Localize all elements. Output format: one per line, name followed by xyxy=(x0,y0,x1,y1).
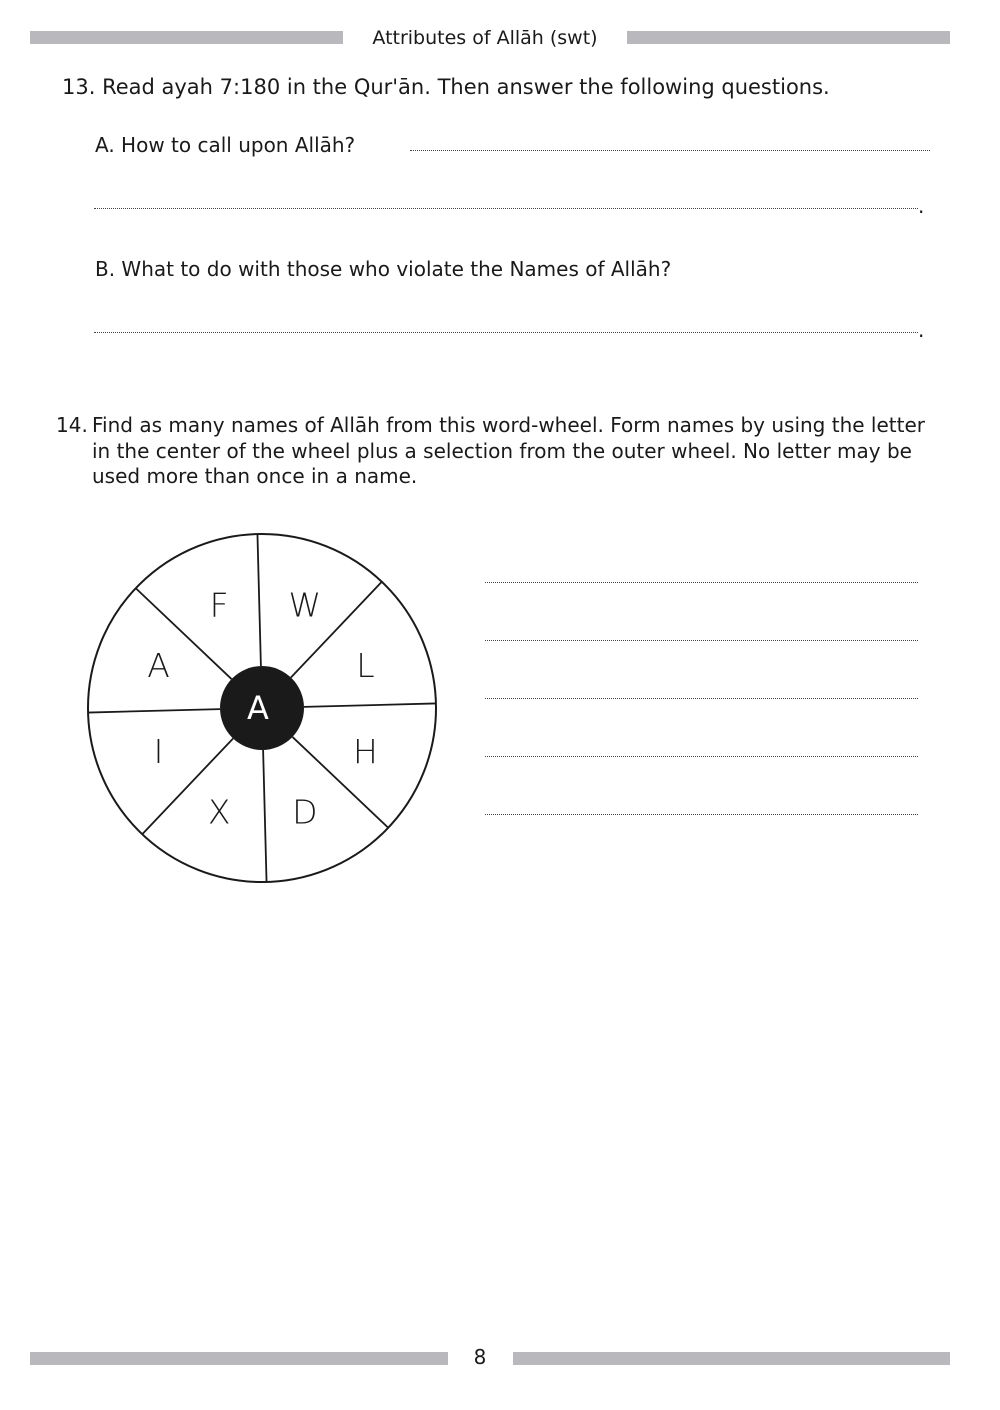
wheel-outer-letter: F xyxy=(209,585,229,625)
word-wheel-answer-line[interactable] xyxy=(485,582,918,583)
word-wheel-answer-line[interactable] xyxy=(485,698,918,699)
wheel-outer-letter: W xyxy=(288,585,322,625)
answer-line-13b-end-mark: . xyxy=(918,318,925,342)
word-wheel xyxy=(80,527,446,889)
question-13b-label: B. What to do with those who violate the Names of Allāh? xyxy=(95,257,672,281)
question-14 xyxy=(56,413,936,490)
question-14-prompt: Find as many names of Allāh from this word-wheel. Form names by using the letter in the center of the wheel plus a selection from the outer wheel. No letter may be used more than once in a name. xyxy=(92,413,925,488)
word-wheel-answer-line[interactable] xyxy=(485,814,918,815)
answer-line-13b-1[interactable] xyxy=(94,332,918,333)
wheel-outer-letter: A xyxy=(147,646,170,686)
header-bar-left xyxy=(30,31,343,44)
answer-line-13a-end-mark: . xyxy=(918,194,925,218)
question-14-number: 14. xyxy=(56,413,88,437)
question-13a-label: A. How to call upon Allāh? xyxy=(95,133,356,157)
page-number: 8 xyxy=(473,1345,487,1369)
word-wheel-answer-line[interactable] xyxy=(485,756,918,757)
question-13-prompt: 13. Read ayah 7:180 in the Qur'ān. Then answer the following questions. xyxy=(62,75,830,99)
wheel-outer-letter: I xyxy=(153,731,164,771)
wheel-outer-letter: H xyxy=(353,731,378,771)
footer-bar-left xyxy=(30,1352,448,1365)
wheel-outer-letter: X xyxy=(207,792,231,832)
wheel-outer-letter: D xyxy=(292,792,318,832)
answer-line-13a-2[interactable] xyxy=(94,208,918,209)
answer-line-13a-1[interactable] xyxy=(410,150,930,151)
header-bar-right xyxy=(627,31,950,44)
footer-bar-right xyxy=(513,1352,950,1365)
wheel-center-letter: A xyxy=(247,689,269,727)
word-wheel-answer-line[interactable] xyxy=(485,640,918,641)
wheel-outer-letter: L xyxy=(356,646,375,686)
header-title: Attributes of Allāh (swt) xyxy=(372,27,598,49)
